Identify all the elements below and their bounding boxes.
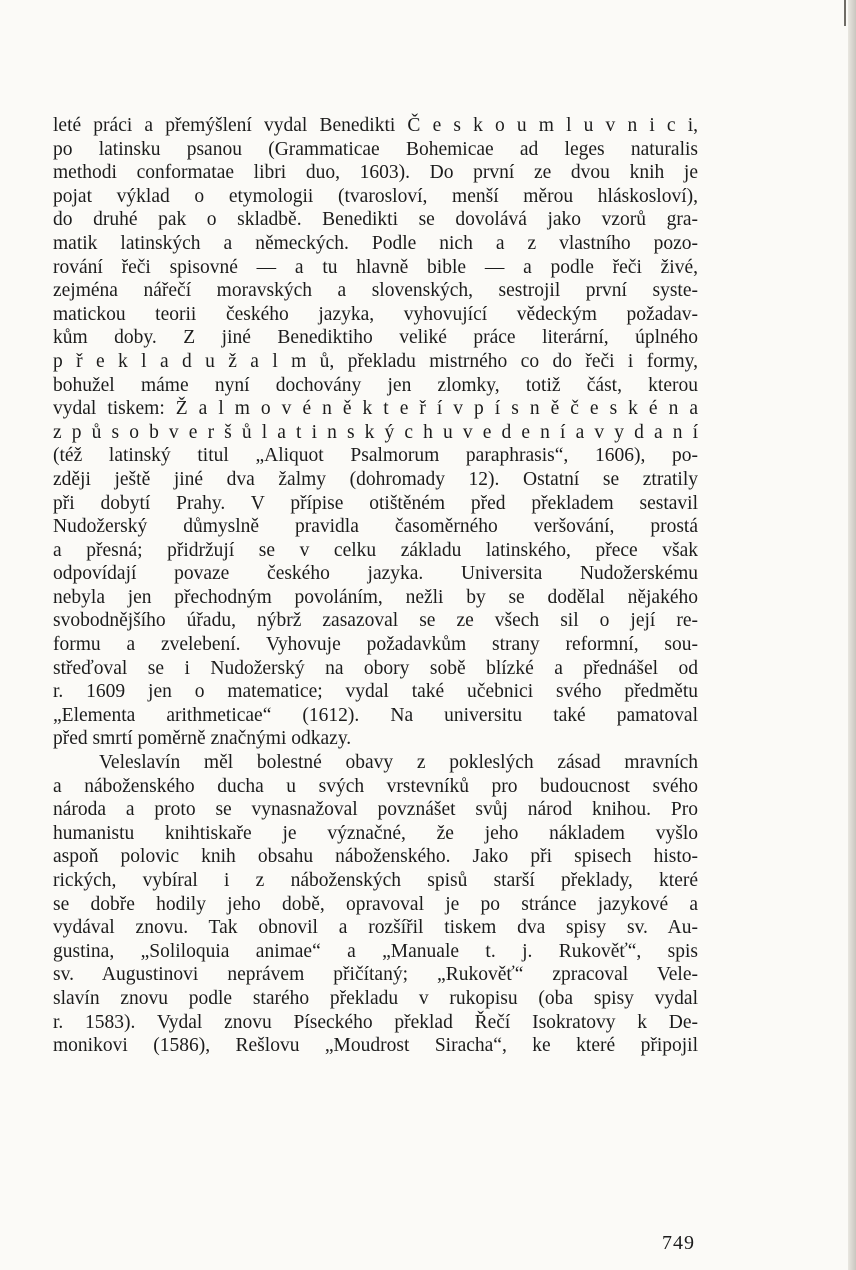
text-line: do druhé pak o skladbě. Benedikti se dovolává jako vzorů gra- xyxy=(53,209,698,231)
text-line: zději ještě jiné dva žalmy (dohromady 12). Ostatní se ztratily xyxy=(53,468,698,490)
text-line: kům doby. Z jiné Benediktiho veliké práce literární, úplného xyxy=(53,327,698,349)
text-line: r. 1583). Vydal znovu Píseckého překlad Řečí Isokratovy k De- xyxy=(53,1011,698,1033)
text-line: aspoň polovic knih obsahu náboženského. Jako při spisech histo- xyxy=(53,846,698,868)
text-line: Veleslavín měl bolestné obavy z pokleslých zásad mravních xyxy=(99,752,698,774)
text-line: střeďoval se i Nudožerský na obory sobě blízké a přednášel od xyxy=(53,657,698,679)
text-line: národa a proto se vynasnažoval povznášet svůj národ knihou. Pro xyxy=(53,799,698,821)
text-line: matickou teorii českého jazyka, vyhovující vědeckým požadav- xyxy=(53,303,698,325)
text-line: nebyla jen přechodným povoláním, nežli by se dodělal nějakého xyxy=(53,586,698,608)
text-line: odpovídají povaze českého jazyka. Universita Nudožerskému xyxy=(53,563,698,585)
page-binding-edge xyxy=(848,0,856,1270)
text-line: (též latinský titul „Aliquot Psalmorum paraphrasis“, 1606), po- xyxy=(53,445,698,467)
text-line: humanistu knihtiskaře je význačné, že jeho nákladem vyšlo xyxy=(53,822,698,844)
text-line: matik latinských a německých. Podle nich a z vlastního pozo- xyxy=(53,232,698,254)
page-number: 749 xyxy=(662,1232,695,1254)
binding-mark xyxy=(844,0,846,26)
paragraph-1 xyxy=(53,114,698,751)
body-text xyxy=(53,114,698,1058)
text-line: leté práci a přemýšlení vydal Benedikti Č e s k o u m l u v n i c i, xyxy=(53,115,698,136)
text-line: svobodnějšího úřadu, nýbrž zasazoval se ze všech sil o její re- xyxy=(53,610,698,632)
text-line: zejména nářečí moravských a slovenských, sestrojil první syste- xyxy=(53,280,698,302)
text-line: vydal tiskem: Ž a l m o v é n ě k t e ř í v p í s n ě č e s k é n a xyxy=(53,398,698,420)
text-line: se dobře hodily jeho době, opravoval je po stránce jazykové a xyxy=(53,893,698,915)
text-line: Nudožerský důmyslně pravidla časoměrného veršování, prostá xyxy=(53,516,698,538)
text-line: bohužel máme nyní dochovány jen zlomky, totiž část, kterou xyxy=(53,374,698,396)
text-line: gustina, „Soliloquia animae“ a „Manuale t. j. Rukověť“, spis xyxy=(53,940,698,962)
text-line: p ř e k l a d u ž a l m ů, překladu mistrného co do řeči i formy, xyxy=(53,350,698,372)
text-line: před smrtí poměrně značnými odkazy. xyxy=(53,728,352,750)
text-line: formu a zvelebení. Vyhovuje požadavkům strany reformní, sou- xyxy=(53,634,698,656)
text-line: „Elementa arithmeticae“ (1612). Na universitu také pamatoval xyxy=(53,704,698,726)
paragraph-2 xyxy=(53,751,698,1058)
text-line: při dobytí Prahy. V přípise otištěném před překladem sestavil xyxy=(53,492,698,514)
text-line: sv. Augustinovi neprávem přičítaný; „Rukověť“ zpracoval Vele- xyxy=(53,964,698,986)
text-line: z p ů s o b v e r š ů l a t i n s k ý c h u v e d e n í a v y d a n í xyxy=(53,421,698,443)
text-line: methodi conformatae libri duo, 1603). Do první ze dvou knih je xyxy=(53,162,698,184)
text-line: a náboženského ducha u svých vrstevníků pro budoucnost svého xyxy=(53,775,698,797)
text-line: po latinsku psanou (Grammaticae Bohemicae ad leges naturalis xyxy=(53,138,698,160)
text-line: monikovi (1586), Rešlovu „Moudrost Siracha“, ke které připojil xyxy=(53,1035,698,1057)
text-line: slavín znovu podle starého překladu v rukopisu (oba spisy vydal xyxy=(53,987,698,1009)
text-line: rování řeči spisovné — a tu hlavně bible — a podle řeči živé, xyxy=(53,256,698,278)
text-line: rických, vybíral i z náboženských spisů starší překlady, které xyxy=(53,870,698,891)
text-line: a přesná; přidržují se v celku základu latinského, přece však xyxy=(53,539,698,561)
text-line: vydával znovu. Tak obnovil a rozšířil tiskem dva spisy sv. Au- xyxy=(53,917,698,939)
text-line: pojat výklad o etymologii (tvarosloví, menší měrou hláskosloví), xyxy=(53,185,698,207)
text-line: r. 1609 jen o matematice; vydal také učebnici svého předmětu xyxy=(53,681,698,703)
